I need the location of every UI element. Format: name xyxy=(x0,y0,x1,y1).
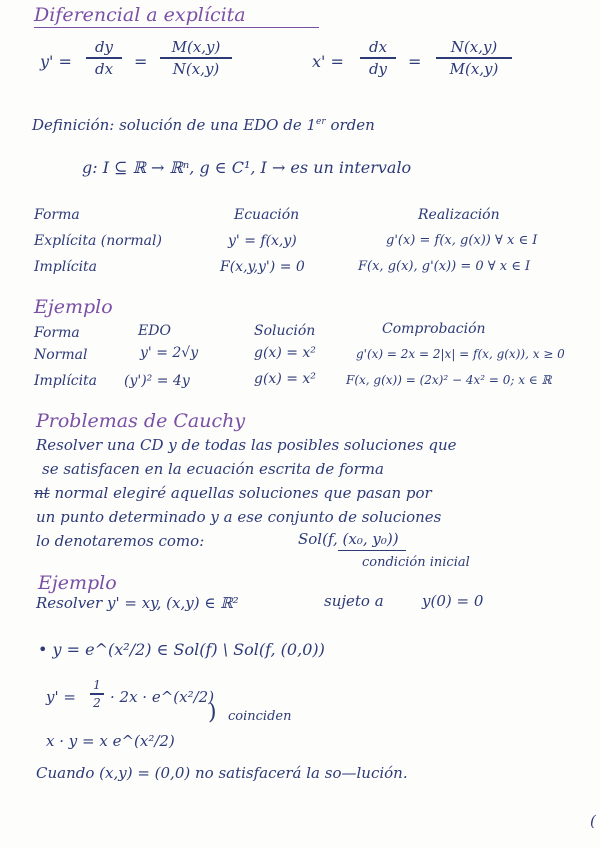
page-edge-mark: ( xyxy=(590,812,596,830)
example2-line2b: · 2x · e^(x²/2) xyxy=(110,688,215,706)
forms-row2-ecuacion: F(x,y,y') = 0 xyxy=(220,259,305,275)
M-over-N-fraction xyxy=(160,38,232,78)
example2-line1: • y = e^(x²/2) ∈ Sol(f) \ Sol(f, (0,0)) xyxy=(38,640,325,659)
forms-header-forma: Forma xyxy=(34,207,80,223)
ex1-row1-forma: Normal xyxy=(34,347,88,363)
dy-dx-fraction xyxy=(86,38,122,78)
dx-text: dx xyxy=(94,59,114,78)
cauchy-line-2: se satisfacen en la ecuación escrita de forma xyxy=(42,460,384,478)
example2-line2a: y' = xyxy=(46,688,76,706)
coinciden-label: coinciden xyxy=(228,709,292,724)
definition-formula: g: I ⊆ ℝ → ℝⁿ, g ∈ C¹, I → es un intervalo xyxy=(82,158,412,177)
cauchy-line-3-row xyxy=(34,486,432,501)
half-num: 1 xyxy=(93,678,101,692)
equals-2: = xyxy=(408,52,422,71)
coinciden-brace: ) xyxy=(208,700,217,725)
y-prime-label: y' = xyxy=(40,52,72,71)
example2-statement: Resolver y' = xy, (x,y) ∈ ℝ² xyxy=(36,594,239,612)
forms-row1-realizacion: g'(x) = f(x, g(x)) ∀ x ∈ I xyxy=(386,233,538,248)
ex1-row2-solucion: g(x) = x² xyxy=(254,371,316,387)
definition-heading xyxy=(32,118,375,133)
ex1-row1-edo: y' = 2√y xyxy=(140,345,199,361)
cauchy-line-5: lo denotaremos como: xyxy=(36,532,205,550)
example2-conclusion: Cuando (x,y) = (0,0) no satisfacerá la so—lución. xyxy=(36,764,408,782)
cauchy-line-3: normal elegiré aquellas soluciones que pasan por xyxy=(54,484,432,502)
forms-row1-forma: Explícita (normal) xyxy=(34,233,162,249)
sol-notation: Sol(f, (x₀, y₀)) xyxy=(298,530,399,548)
ex1-header-edo: EDO xyxy=(138,323,171,339)
initial-condition-underline xyxy=(338,550,406,551)
forms-row2-forma: Implícita xyxy=(34,259,98,275)
x-prime-label: x' = xyxy=(312,52,344,71)
M-numerator: M(x,y) xyxy=(171,38,221,56)
example1-title: Ejemplo xyxy=(34,296,113,318)
definition-title: Definición: solución de una EDO de 1 xyxy=(32,116,317,134)
struck-word: nt xyxy=(34,484,50,502)
ex1-header-comprobacion: Comprobación xyxy=(382,321,486,337)
forms-row1-ecuacion: y' = f(x,y) xyxy=(228,233,297,249)
forms-header-realizacion: Realización xyxy=(418,207,500,223)
M-denominator: M(x,y) xyxy=(449,59,499,78)
cauchy-title: Problemas de Cauchy xyxy=(36,410,246,432)
cauchy-line-4: un punto determinado y a ese conjunto de soluciones xyxy=(36,508,442,526)
dx2-text: dx xyxy=(368,38,388,56)
forms-header-ecuacion: Ecuación xyxy=(234,207,300,223)
example2-title: Ejemplo xyxy=(38,572,117,594)
title-underline xyxy=(34,27,319,28)
cauchy-line-1: Resolver una CD y de todas las posibles soluciones que xyxy=(36,436,457,454)
example2-subject: sujeto a xyxy=(324,592,384,610)
ex1-row1-solucion: g(x) = x² xyxy=(254,345,316,361)
dy2-text: dy xyxy=(368,59,388,78)
half-den: 2 xyxy=(93,695,101,710)
dy-text: dy xyxy=(94,38,114,56)
one-half-fraction xyxy=(90,678,104,710)
ex1-row2-comprobacion: F(x, g(x)) = (2x)² − 4x² = 0; x ∈ ℝ xyxy=(346,373,552,387)
N-numerator: N(x,y) xyxy=(450,38,498,56)
definition-superscript: er xyxy=(316,117,326,127)
ex1-row2-forma: Implícita xyxy=(34,373,98,389)
ex1-header-forma: Forma xyxy=(34,325,80,341)
N-denominator: N(x,y) xyxy=(172,59,220,78)
equals-1: = xyxy=(134,52,148,71)
dx-dy-fraction xyxy=(360,38,396,78)
example2-line3: x · y = x e^(x²/2) xyxy=(46,732,175,750)
forms-row2-realizacion: F(x, g(x), g'(x)) = 0 ∀ x ∈ I xyxy=(358,259,531,274)
initial-condition-label: condición inicial xyxy=(362,555,470,570)
ex1-row2-edo: (y')² = 4y xyxy=(124,373,190,389)
ex1-row1-comprobacion: g'(x) = 2x = 2|x| = f(x, g(x)), x ≥ 0 xyxy=(356,347,565,361)
definition-title-end: orden xyxy=(330,116,375,134)
ex1-header-solucion: Solución xyxy=(254,323,316,339)
example2-condition: y(0) = 0 xyxy=(422,592,484,610)
section-title-diferencial: Diferencial a explícita xyxy=(34,4,246,26)
N-over-M-fraction xyxy=(436,38,512,78)
